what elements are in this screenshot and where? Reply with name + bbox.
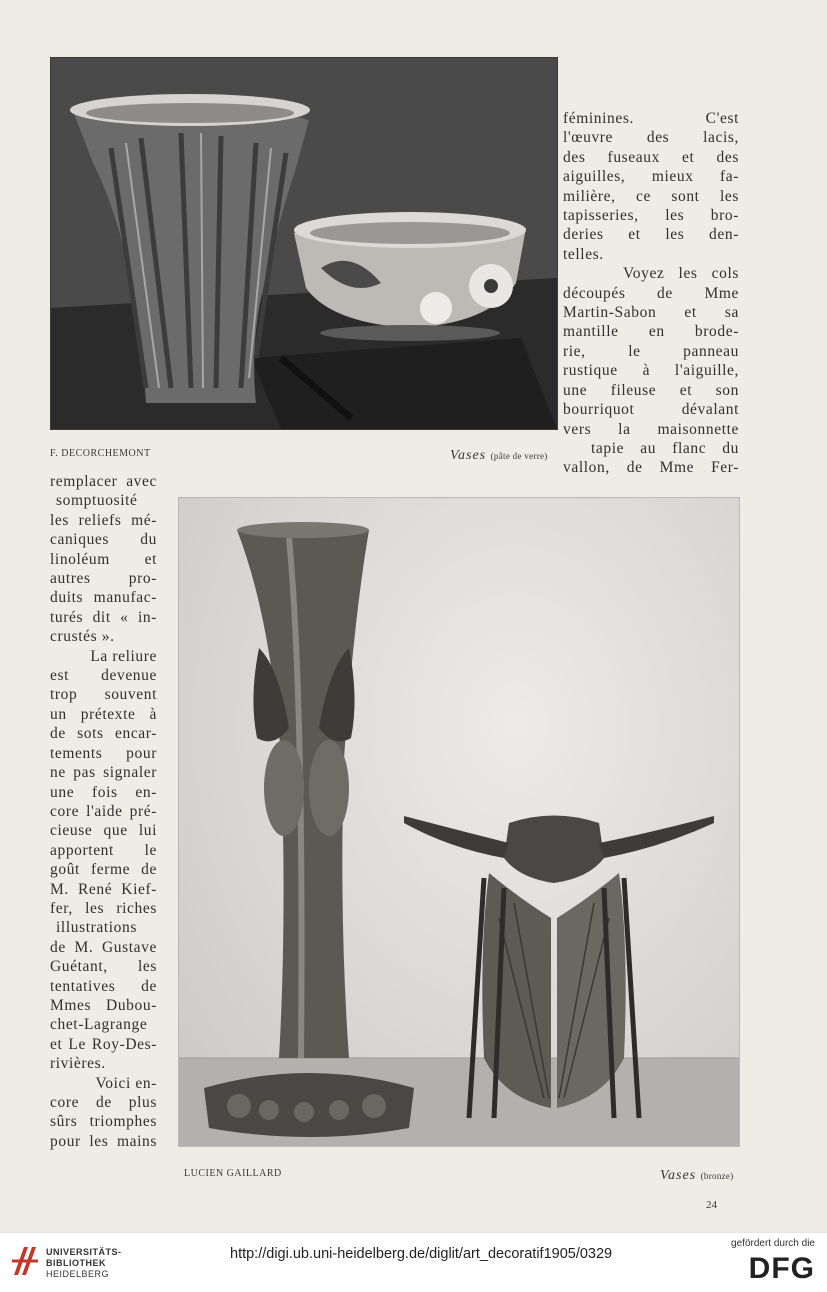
text-line: rustique à l'aiguille, [563, 362, 739, 380]
text-line: deries et les den- [563, 226, 739, 244]
text-line: de M. Gustave [50, 938, 157, 956]
text-line: une fileuse et son [563, 381, 739, 399]
text-line: Voyez les cols [623, 265, 739, 283]
text-line: rivières. [50, 1055, 106, 1073]
glass-vases-illustration [51, 58, 557, 429]
text-line: un prétexte à [50, 705, 157, 723]
text-line: core l'aide pré- [50, 802, 157, 820]
text-line: telles. [563, 245, 604, 263]
text-line: mantille en brode- [563, 323, 739, 341]
sponsor-label: gefördert durch die [731, 1238, 815, 1249]
photo-glass-vases [50, 57, 558, 430]
text-line: aiguilles, mieux fa- [563, 168, 739, 186]
text-line: féminines. C'est [563, 110, 739, 127]
permalink-url[interactable]: http://digi.ub.uni-heidelberg.de/diglit/art_decoratif1905/0329 [230, 1246, 613, 1262]
caption-title-top-note: (pâte de verre) [490, 451, 548, 461]
text-line: de sots encar- [50, 725, 157, 743]
text-line: goût ferme de [50, 861, 157, 879]
caption-title-bottom-main: Vases [660, 1168, 697, 1183]
text-line: ne pas signaler [50, 764, 157, 782]
text-line: est devenue [50, 667, 157, 685]
caption-title-top-main: Vases [450, 448, 487, 463]
caption-artist-top: F. DECORCHEMONT [50, 448, 151, 459]
text-line: Guétant, les [50, 958, 157, 976]
caption-title-bottom-note: (bronze) [700, 1171, 734, 1181]
caption-artist-bottom: LUCIEN GAILLARD [184, 1168, 282, 1179]
text-line: crustés ». [50, 628, 115, 646]
text-line: trop souvent [50, 686, 157, 704]
library-crest-icon [10, 1241, 40, 1281]
text-line: cieuse que lui [50, 822, 157, 840]
text-line: Martin-Sabon et sa [563, 304, 739, 322]
text-line: linoléum et [50, 550, 157, 568]
text-line: La reliure [90, 647, 157, 665]
library-name-line1: UNIVERSITÄTS- [46, 1247, 122, 1257]
library-name[interactable] [46, 1247, 122, 1280]
text-line: duits manufac- [50, 589, 157, 607]
text-line: découpés de Mme [563, 284, 739, 302]
text-line: vers la maisonnette [563, 420, 739, 438]
text-line: tentatives de [50, 977, 157, 995]
text-line: sûrs triomphes [50, 1113, 157, 1131]
text-line: une fois en- [50, 783, 157, 801]
viewer-footer [0, 1232, 827, 1292]
text-line: fer, les riches [50, 899, 157, 917]
library-name-line2: BIBLIOTHEK [46, 1258, 106, 1268]
text-line: caniques du [50, 531, 157, 549]
text-line: core de plus [50, 1094, 157, 1111]
text-line: tapie au flanc du [591, 439, 739, 457]
text-line: les reliefs mé- [50, 511, 157, 529]
text-column-right [563, 109, 739, 478]
text-line: Voici en- [95, 1074, 157, 1092]
text-line: rie, le panneau [563, 342, 739, 360]
text-line: des fuseaux et des [563, 148, 739, 166]
caption-title-top [450, 448, 548, 464]
text-line: M. René Kief- [50, 880, 157, 898]
text-line: chet-Lagrange [50, 1016, 148, 1034]
text-line: Mmes Dubou- [50, 996, 157, 1014]
text-line: bourriquot dévalant [563, 401, 739, 419]
page-number: 24 [706, 1199, 717, 1211]
dfg-logo[interactable]: DFG [748, 1252, 815, 1285]
text-line: turés dit « in- [50, 608, 157, 626]
text-line: pour les mains [50, 1132, 157, 1150]
text-line: tements pour [50, 744, 157, 762]
photo-bronze-vases [178, 497, 740, 1147]
text-column-left [50, 472, 157, 1151]
library-logo-icon[interactable] [10, 1241, 40, 1281]
caption-title-bottom [660, 1168, 734, 1184]
library-name-line3: HEIDELBERG [46, 1269, 110, 1279]
text-line: remplacer avec [50, 473, 157, 490]
text-line: et Le Roy-Des- [50, 1035, 157, 1053]
text-line: l'œuvre des lacis, [563, 129, 739, 147]
text-line: apportent le [50, 841, 157, 859]
text-line: vallon, de Mme Fer- [563, 459, 739, 477]
bronze-vases-illustration [179, 498, 739, 1146]
text-line: illustrations [56, 919, 137, 937]
text-line: milière, ce sont les [563, 187, 739, 205]
text-line: somptuosité [56, 492, 138, 510]
text-line: tapisseries, les bro- [563, 207, 739, 225]
text-line: autres pro- [50, 570, 157, 588]
